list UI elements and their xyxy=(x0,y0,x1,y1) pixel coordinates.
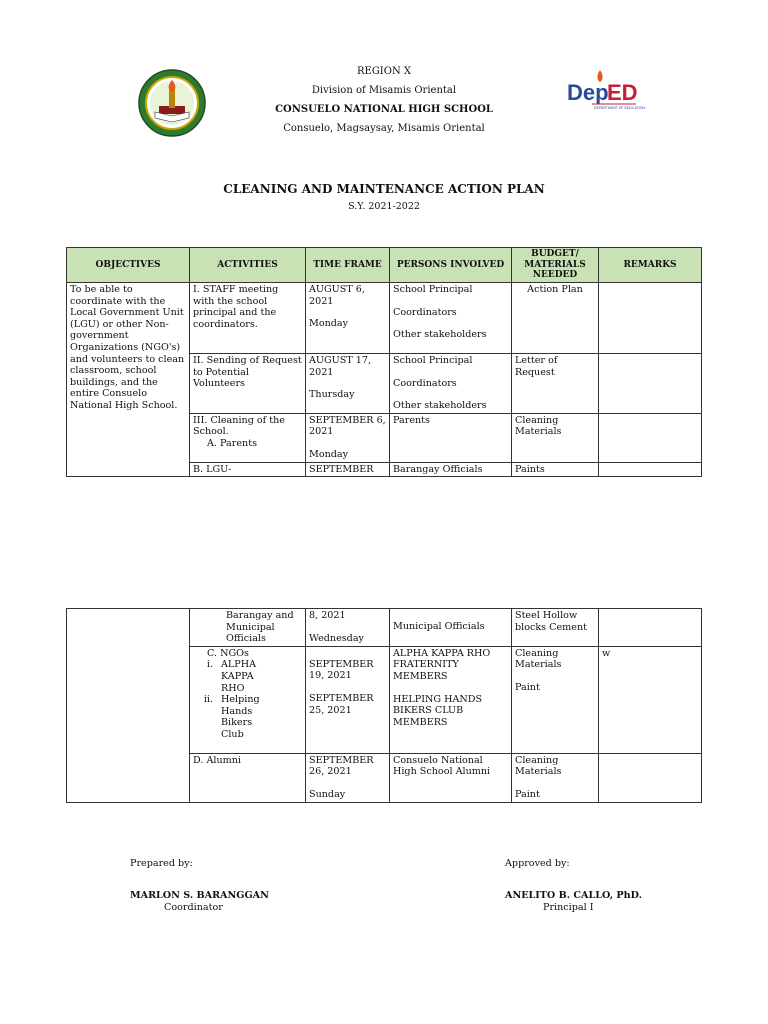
approved-by-label: Approved by: xyxy=(505,858,570,869)
deped-logo-subtext: DEPARTMENT OF EDUCATION xyxy=(594,106,645,110)
person-item: Coordinators xyxy=(393,377,457,389)
division-text: Division of Misamis Oriental xyxy=(311,85,457,96)
school-address: Consuelo, Magsaysay, Misamis Oriental xyxy=(283,123,485,134)
time-frame-cell xyxy=(306,413,390,462)
activity-cell: I. STAFF meeting with the school principal and the coordinators. xyxy=(190,283,306,354)
activity-subitem xyxy=(193,659,302,694)
budget-cell xyxy=(512,646,599,753)
persons-cell xyxy=(390,609,512,647)
time-day: Monday xyxy=(309,318,349,330)
svg-text:ED: ED xyxy=(607,80,638,105)
header-row xyxy=(67,248,702,283)
activity-cell: D. Alumni xyxy=(190,753,306,802)
time-date: AUGUST 17, 2021 xyxy=(309,355,372,378)
time-date: 8, 2021 xyxy=(309,610,346,621)
time-date: SEPTEMBER 25, 2021 xyxy=(309,692,374,716)
budget-cell: Steel Hollow blocks Cement xyxy=(512,609,599,647)
remarks-cell xyxy=(599,462,702,477)
activity-text: III. Cleaning of the School. xyxy=(193,414,285,438)
persons-cell xyxy=(390,354,512,414)
budget-item: Cleaning Materials xyxy=(515,754,562,778)
budget-item: Paint xyxy=(515,788,540,800)
budget-cell xyxy=(512,753,599,802)
remarks-cell xyxy=(599,283,702,354)
remarks-cell: w xyxy=(599,646,702,753)
approved-by-title: Principal I xyxy=(543,902,594,913)
region-text: REGION X xyxy=(356,66,411,77)
persons-cell xyxy=(390,646,512,753)
prepared-by-label: Prepared by: xyxy=(130,858,193,869)
col-remarks: REMARKS xyxy=(599,248,702,283)
activity-cell xyxy=(190,413,306,462)
budget-cell: Paints xyxy=(512,462,599,477)
time-date: SEPTEMBER 26, 2021 xyxy=(309,754,374,778)
activity-cell xyxy=(190,646,306,753)
prepared-by-title: Coordinator xyxy=(164,902,223,913)
school-year: S.Y. 2021-2022 xyxy=(348,201,420,212)
person-item: HELPING HANDS BIKERS CLUB MEMBERS xyxy=(393,693,483,728)
time-date: SEPTEMBER 6, 2021 xyxy=(309,414,386,438)
approved-by-name: ANELITO B. CALLO, PhD. xyxy=(505,890,642,901)
subitem-text: ALPHA KAPPA RHO xyxy=(221,659,257,694)
budget-item: Cleaning Materials xyxy=(515,647,562,671)
persons-cell: Barangay Officials xyxy=(390,462,512,477)
objective-cell-empty xyxy=(67,609,190,803)
person-item: Other stakeholders xyxy=(393,400,487,412)
time-date: SEPTEMBER 19, 2021 xyxy=(309,658,374,682)
remarks-cell xyxy=(599,753,702,802)
persons-cell: Consuelo National High School Alumni xyxy=(390,753,512,802)
remarks-cell xyxy=(599,354,702,414)
time-frame-cell xyxy=(306,646,390,753)
school-name: CONSUELO NATIONAL HIGH SCHOOL xyxy=(275,104,493,115)
time-day: Sunday xyxy=(309,788,346,800)
activity-subitem: A. Parents xyxy=(207,437,257,449)
col-persons-involved: PERSONS INVOLVED xyxy=(390,248,512,283)
objective-cell: To be able to coordinate with the Local Government Unit (LGU) or other Non-government Organizations (NGO's) and volunteers to clean classroom, school buildings, and the entire Consuelo National High School. xyxy=(67,283,190,477)
activity-cell: II. Sending of Request to Potential Volunteers xyxy=(190,354,306,414)
time-day: Wednesday xyxy=(309,632,364,644)
time-day: Thursday xyxy=(309,389,355,401)
col-objectives: OBJECTIVES xyxy=(67,248,190,283)
budget-cell: Letter of Request xyxy=(512,354,599,414)
persons-cell xyxy=(390,283,512,354)
table-row xyxy=(67,609,702,647)
person-item: ALPHA KAPPA RHO FRATERNITY MEMBERS xyxy=(393,647,491,682)
activity-cell: Barangay and Municipal Officials xyxy=(190,609,306,647)
person-item: School Principal xyxy=(393,355,473,366)
table-row xyxy=(67,283,702,354)
col-activities: ACTIVITIES xyxy=(190,248,306,283)
time-frame-cell xyxy=(306,609,390,647)
person-item: Other stakeholders xyxy=(393,329,487,341)
subitem-number: i. xyxy=(206,659,213,671)
time-frame-cell xyxy=(306,753,390,802)
remarks-cell xyxy=(599,609,702,647)
activity-cell: B. LGU- xyxy=(190,462,306,477)
person-item: Municipal Officials xyxy=(393,621,485,632)
action-plan-table-page2 xyxy=(66,608,702,803)
time-day: Monday xyxy=(309,448,349,460)
col-time-frame: TIME FRAME xyxy=(306,248,390,283)
subitem-number: ii. xyxy=(203,694,213,706)
time-frame-cell xyxy=(306,354,390,414)
budget-item: Paint xyxy=(515,681,540,693)
time-frame-cell: SEPTEMBER xyxy=(306,462,390,477)
svg-text:Dep: Dep xyxy=(567,80,609,105)
col-budget: BUDGET/ MATERIALS NEEDED xyxy=(512,248,599,283)
action-plan-table-page1 xyxy=(66,247,702,477)
persons-cell: Parents xyxy=(390,413,512,462)
prepared-by-name: MARLON S. BARANGGAN xyxy=(130,890,269,901)
document-title: CLEANING AND MAINTENANCE ACTION PLAN xyxy=(223,182,545,196)
remarks-cell xyxy=(599,413,702,462)
budget-cell: Action Plan xyxy=(512,283,599,354)
activity-subitem xyxy=(193,694,302,740)
subitem-text: Helping Hands Bikers Club xyxy=(221,694,260,740)
time-frame-cell xyxy=(306,283,390,354)
budget-cell: Cleaning Materials xyxy=(512,413,599,462)
person-item: Coordinators xyxy=(393,306,457,318)
person-item: School Principal xyxy=(393,284,473,295)
time-date: AUGUST 6, 2021 xyxy=(309,284,365,307)
activity-text: C. NGOs xyxy=(207,647,249,659)
